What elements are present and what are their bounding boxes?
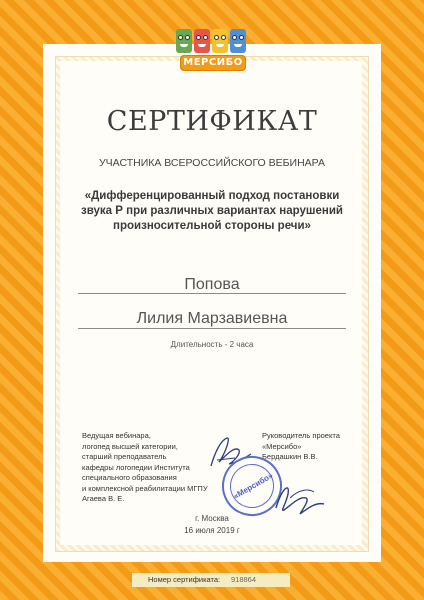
certificate-subtitle: УЧАСТНИКА ВСЕРОССИЙСКОГО ВЕБИНАРА: [99, 157, 325, 169]
issue-place: г. Москва: [195, 514, 229, 523]
red-mascot-icon: [194, 29, 210, 53]
host-line: специального образования: [82, 473, 177, 482]
manager-line: Бердашкин В.В.: [262, 452, 318, 461]
participant-name: Лилия Марзавиевна: [136, 310, 288, 327]
host-line: Ведущая вебинара,: [82, 431, 151, 440]
logo-badge: [180, 55, 246, 71]
participant-surname: Попова: [184, 276, 240, 293]
host-line: Агаева В. Е.: [82, 494, 125, 503]
topic-line: «Дифференцированный подход постановки: [84, 190, 340, 202]
host-line: и комплексной реабилитации МГПУ: [82, 483, 208, 493]
manager-block: [262, 431, 372, 463]
manager-line: «Мерсибо»: [262, 441, 302, 451]
issue-date: 16 июля 2019 г: [184, 526, 240, 535]
manager-line: Руководитель проекта: [262, 431, 340, 440]
topic-line: звука Р при различных вариантах нарушений: [81, 205, 343, 217]
certificate-number-bar: [132, 573, 290, 587]
host-line: логопед высшей категории,: [82, 441, 178, 451]
name-underline: [78, 328, 346, 329]
host-line: кафедры логопедии Института: [82, 462, 190, 472]
blue-mascot-icon: [230, 29, 246, 53]
mersibo-logo: [172, 29, 252, 71]
webinar-topic: [70, 189, 354, 234]
webinar-duration: Длительность - 2 часа: [170, 340, 254, 349]
stamp-text: «Мерсибо»: [231, 470, 275, 501]
yellow-mascot-icon: [212, 29, 228, 53]
surname-underline: [78, 293, 346, 294]
host-line: старший преподаватель: [82, 452, 167, 461]
certificate-title: СЕРТИФИКАТ: [106, 106, 318, 137]
topic-line: произносительной стороны речи»: [113, 220, 311, 232]
certificate-number-label: Номер сертификата:: [148, 575, 221, 584]
logo-text: МЕРСИБО: [183, 57, 243, 68]
certificate-number: 918864: [231, 575, 257, 584]
green-mascot-icon: [176, 29, 192, 53]
